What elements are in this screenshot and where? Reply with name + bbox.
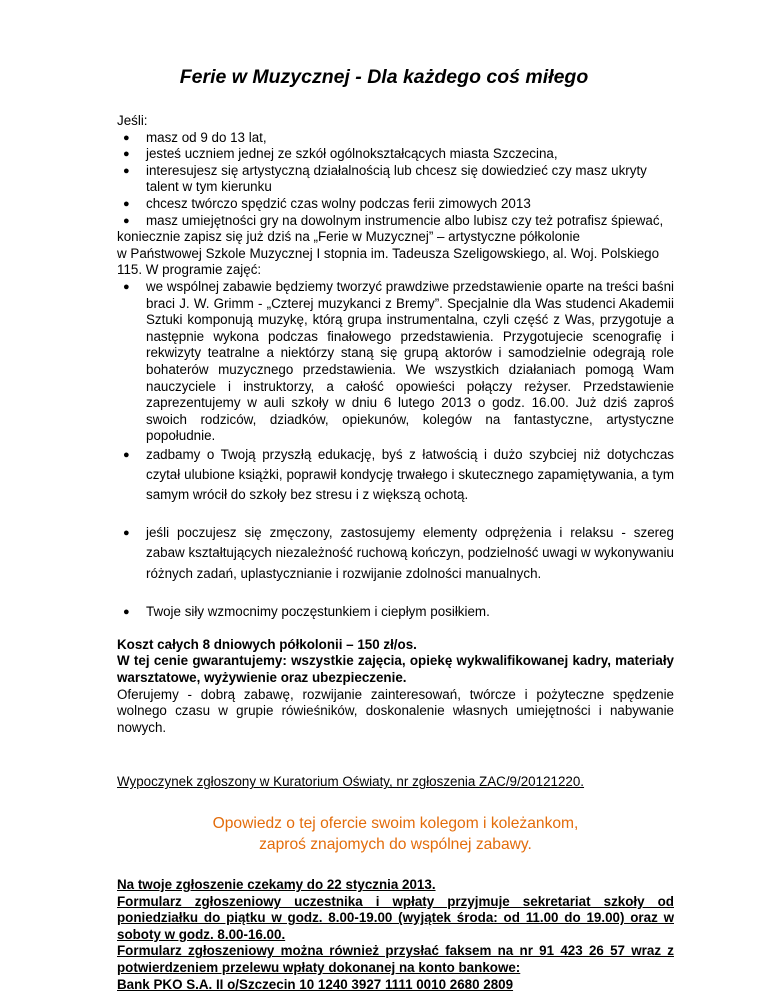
bullet-icon: ● [123, 214, 130, 227]
bullet-icon: ● [123, 131, 130, 144]
bullet-icon: ● [123, 448, 130, 461]
bullet-icon: ● [123, 148, 130, 161]
invite-line-2: w Państwowej Szkole Muzycznej I stopnia im. Tadeusza Szeligowskiego, al. Woj. Polskiego 115. W programie zajęć: [117, 245, 660, 278]
program-item: ● we wspólnej zabawie będziemy tworzyć prawdziwe przedstawienie oparte na treści baśni braci J. W. Grimm - „Czterej muzykanci z Bremy”. Specjalnie dla Was studenci Akademii Sztuki komponują muzykę, którą grupa instrumentalna, czyli część z Was, przygotuje a następnie wykona podczas finałowego przedstawienia. Przygotujecie scenografię i rekwizyty teatralne a niektórzy staną się grupą aktorów i samodzielnie odegrają role bohaterów muzycznego przedstawienia. We wszystkich działaniach pomogą Wam nauczyciele i instruktorzy, a całość opowieści połączy reżyser. Przedstawienie zaprezentujemy w auli szkoły w dniu 6 lutego 2013 o godz. 16.00. Już dziś zaproś swoich rodziców, dziadków, opiekunów, kolegów na fantastyczne, artystyczne popołudnie. [123, 278, 674, 444]
condition-item: ● interesujesz się artystyczną działalnością lub chcesz się dowiedzieć czy masz ukryty talent w tym kierunku [123, 162, 647, 195]
program-list-continued [117, 523, 674, 623]
deadline-text: Na twoje zgłoszenie czekamy do 22 stycznia 2013. [117, 877, 436, 893]
promo-line-1: Opowiedz o tej ofercie swoim kolegom i koleżankom, [212, 815, 579, 833]
cost-text: Koszt całych 8 dniowych półkolonii – 150 zł/os. [117, 636, 417, 652]
condition-item: ● masz od 9 do 13 lat, [123, 129, 267, 145]
condition-item: ● masz umiejętności gry na dowolnym instrumencie albo lubisz czy też potrafisz śpiewać, [123, 212, 664, 228]
condition-item: ● chcesz twórczo spędzić czas wolny podczas ferii zimowych 2013 [123, 195, 531, 211]
program-item: ● zadbamy o Twoją przyszłą edukację, byś z łatwością i dużo szybciej niż dotychczas czytał ulubione książki, poprawił kondycję trwałego i skutecznego zapamiętywania, a tym samym wrócił do szkoły bez stresu i z większą ochotą. [123, 446, 674, 502]
bullet-icon: ● [123, 197, 130, 210]
document-title: Ferie w Muzycznej - Dla każdego coś miłego [179, 66, 589, 88]
bank-account-text: Bank PKO S.A. II o/Szczecin 10 1240 3927 1111 0010 2680 2809 [117, 976, 514, 992]
invite-line-1: koniecznie zapisz się już dziś na „Ferie w Muzycznej” – artystyczne półkolonie [117, 229, 580, 245]
bullet-icon: ● [123, 164, 130, 177]
conditions-list [117, 130, 674, 230]
bullet-icon: ● [123, 280, 130, 293]
offer-text: Oferujemy - dobrą zabawę, rozwijanie zainteresowań, twórcze i pożyteczne spędzenie wolnego czasu w grupie rówieśników, doskonalenie własnych umiejętności i nabywanie nowych. [117, 686, 674, 735]
bullet-icon: ● [123, 606, 130, 619]
contact-block [117, 877, 674, 993]
registration-note: Wypoczynek zgłoszony w Kuratorium Oświaty, nr zgłoszenia ZAC/9/20121220. [117, 774, 585, 790]
form-fax-text: Formularz zgłoszeniowy można również przysłać faksem na nr 91 423 26 57 wraz z potwierdzeniem przelewu wpłaty dokonanej na konto bankowe: [117, 943, 674, 975]
program-list [117, 279, 674, 505]
form-office-text: Formularz zgłoszeniowy uczestnika i wpłaty przyjmuje sekretariat szkoły od poniedziałku do piątku w godz. 8.00-19.00 (wyjątek środa: od 11.00 do 19.00) oraz w soboty w godz. 8.00-16.00. [117, 893, 674, 942]
promo-block [117, 813, 674, 855]
bullet-icon: ● [123, 526, 130, 539]
condition-item: ● jesteś uczniem jednej ze szkół ogólnokształcących miasta Szczecina, [123, 146, 558, 162]
document-body [117, 113, 674, 993]
intro-text: Jeśli: [117, 113, 148, 128]
promo-line-2: zaproś znajomych do wspólnej zabawy. [259, 836, 532, 854]
program-item: ● jeśli poczujesz się zmęczony, zastosujemy elementy odprężenia i relaksu - szereg zabaw kształtujących niezależność ruchową kończyn, podzielność uwagi w wykonywaniu różnych zadań, uplastycznianie i rozwijanie zdolności manualnych. [123, 524, 674, 581]
program-item: ● Twoje siły wzmocnimy poczęstunkiem i ciepłym posiłkiem. [117, 602, 674, 623]
guarantee-text: W tej cenie gwarantujemy: wszystkie zajęcia, opiekę wykwalifikowanej kadry, materiały warsztatowe, wyżywienie oraz ubezpieczenie. [117, 653, 674, 686]
